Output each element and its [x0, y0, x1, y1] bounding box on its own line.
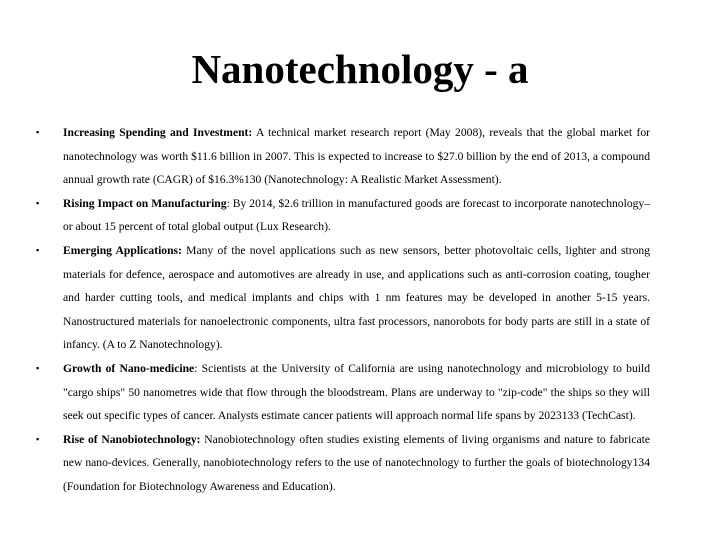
bullet-icon: ▪ [36, 197, 40, 208]
item-text: A technical market research report (May 2008), reveals that the global market for nanotechnology was worth $11.6 billion in 2007. This is expected to increase to $27.0 billion by the end of 2013, a compound annual growth rate (CAGR) of $16.3%130 (Nanotechnology: A Realistic Market Assessment). [63, 126, 650, 187]
item-heading: Rising Impact on Manufacturing [63, 196, 227, 210]
item-text: Nanobiotechnology often studies existing elements of living organisms and nature to fabricate new nano-devices. Generally, nanobiotechnology refers to the use of nanotechnology to further the goals of biotechnology134 (Foundation for Biotechnology Awareness and Education). [63, 432, 650, 493]
list-item [36, 357, 650, 428]
item-heading: Increasing Spending and Investment: [63, 126, 253, 139]
bullet-icon: ▪ [36, 433, 40, 444]
bullet-icon: ▪ [36, 362, 40, 373]
bullet-list [36, 121, 650, 499]
item-heading: Emerging Applications: [63, 243, 182, 257]
bullet-icon: ▪ [36, 244, 40, 255]
bullet-icon: ▪ [36, 127, 40, 137]
item-text: : By 2014, $2.6 trillion in manufactured goods are forecast to incorporate nanotechnology–or about 15 percent of total global output (Lux Research). [63, 196, 651, 234]
list-item [36, 192, 650, 239]
list-item [36, 428, 650, 499]
slide-title: Nanotechnology - a [191, 46, 529, 92]
item-text: : Scientists at the University of California are using nanotechnology and microbiology to build "cargo ships" 50 nanometres wide that flow through the bloodstream. Plans are underway to "zip-code" the ships so they will seek out specific types of cancer. Analysts estimate cancer patients will approach normal life spans by 2023133 (TechCast). [63, 361, 650, 423]
item-text: Many of the novel applications such as new sensors, better photovoltaic cells, lighter and strong materials for defence, aerospace and automotives are already in use, and applications such as anti-corrosion coating, tougher and harder cutting tools, and medical implants and chips with 1 nm features may be developed in another 5-15 years. Nanostructured materials for nanoelectronic components, ultra fast processors, nanorobots for body parts are still in a state of infancy. (A to Z Nanotechnology). [63, 243, 650, 352]
item-heading: Growth of Nano-medicine [63, 361, 195, 375]
item-heading: Rise of Nanobiotechnology: [63, 432, 201, 446]
list-item [36, 121, 650, 192]
list-item [36, 239, 650, 357]
